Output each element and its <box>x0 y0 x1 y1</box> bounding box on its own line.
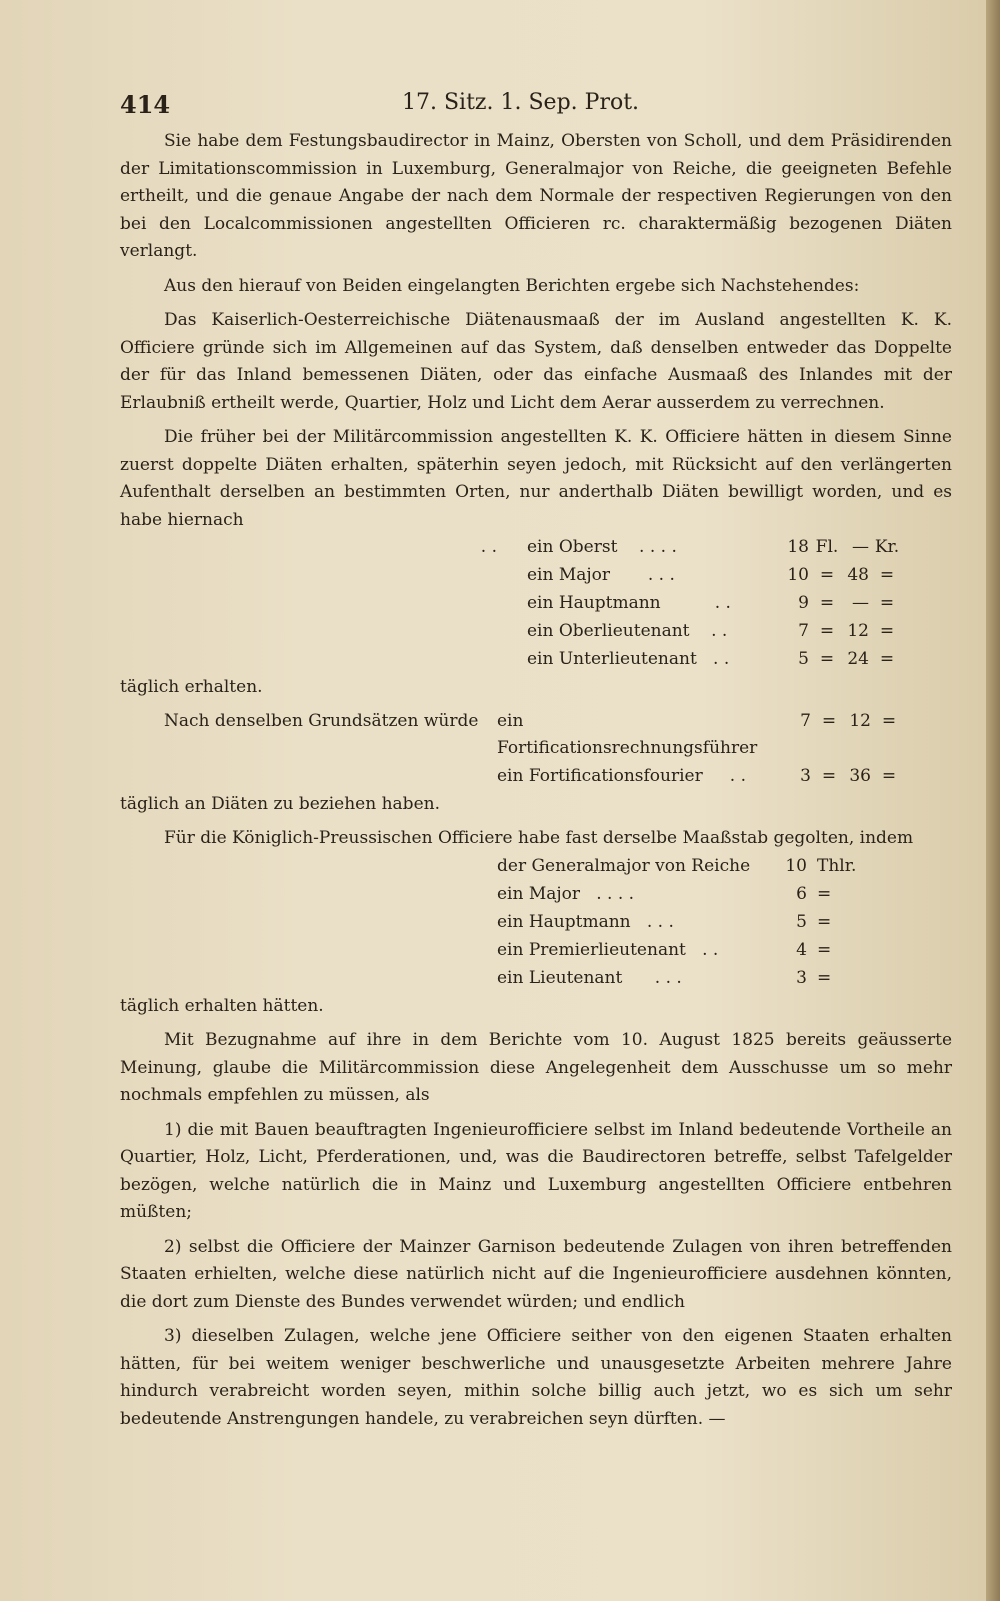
amount-cell: 10 <box>787 565 809 585</box>
unit-cell: Fl. <box>815 537 839 557</box>
rank-cell: ein Major . . . . <box>497 883 635 904</box>
unit-cell: = <box>819 621 835 641</box>
paragraph-4 <box>120 424 952 534</box>
list-item-3: 3) dieselben Zulagen, welche jene Officiere seither von den eigenen Staaten erhalten hätten, für bei weitem weniger beschwerliche und unausgesetzte Arbeiten mehrere Jahre hindurch verabreicht worden seyen, mithin solche billig auch jetzt, wo es sich um sehr bedeutende Anstrengungen handele, zu verabreichen seyn dürften. — <box>120 1326 952 1429</box>
rank-cell: ein Unterlieutenant . . <box>527 649 730 669</box>
book-spine-edge <box>986 0 1000 1601</box>
page-number: 414 <box>120 90 171 119</box>
amount-cell: 6 <box>796 883 807 904</box>
austrian-rate-row <box>120 562 905 590</box>
amount-cell: — <box>852 593 869 613</box>
paragraph-4-text: Die früher bei der Militärcommission angestellten K. K. Officiere hätten in diesem Sinne zuerst doppelte Diäten erhalten, späterhin seyen jedoch, mit Rücksicht auf den verlängerten Aufenthalt derselben an bestimmten Orten, nur anderthalb Diäten bewilligt worden, und es habe hiernach <box>120 427 952 530</box>
lead-dots: . . <box>480 537 497 557</box>
rank-cell: ein Premierlieutenant . . <box>497 939 719 960</box>
amount-cell: 12 <box>849 710 871 731</box>
austrian-rate-row <box>120 590 905 618</box>
unit-cell: Thlr. <box>817 855 857 876</box>
amount-cell: 48 <box>847 565 869 585</box>
paragraph-6: Für die Königlich-Preussischen Officiere habe fast derselbe Maaßstab gegolten, indem <box>164 828 914 848</box>
rank-cell: ein Lieutenant . . . <box>497 967 682 988</box>
paragraph-7: Mit Bezugnahme auf ihre in dem Berichte vom 10. August 1825 bereits geäusserte Meinung, glaube die Militärcommission diese Angelegenheit dem Ausschusse um so mehr nochmals empfehlen zu müssen, als <box>120 1030 952 1105</box>
paragraph-6-end: täglich erhalten hätten. <box>120 995 324 1016</box>
unit-cell: = <box>817 939 832 960</box>
prussian-rate-row <box>120 937 867 965</box>
unit-cell: = <box>881 710 897 731</box>
rank-cell: ein Hauptmann . . <box>527 593 731 613</box>
rank-cell: der Generalmajor von Reiche <box>497 855 751 876</box>
list-item-2: 2) selbst die Officiere der Mainzer Garnison bedeutende Zulagen von ihren betreffenden Staaten erhielten, welche diese natürlich nicht auf die Ingenieurofficiere ausdehnen könnten, die dort zum Dienste des Bundes verwendet würden; und endlich <box>120 1236 952 1312</box>
unit-cell: = <box>879 565 895 585</box>
running-head: 17. Sitz. 1. Sep. Prot. <box>402 90 640 115</box>
prussian-rate-row <box>120 853 867 881</box>
unit-cell: = <box>819 593 835 613</box>
amount-cell: 7 <box>800 710 811 731</box>
prussian-rate-row <box>120 909 867 937</box>
unit-cell: Kr. <box>874 537 900 557</box>
rank-cell: ein Oberlieutenant . . <box>527 621 728 641</box>
austrian-rate-row <box>120 618 905 646</box>
page-header <box>120 90 950 130</box>
unit-cell: = <box>819 565 835 585</box>
amount-cell: 5 <box>796 911 807 932</box>
fortification-rate-row <box>120 708 907 763</box>
unit-cell: = <box>817 883 832 904</box>
amount-cell: 12 <box>847 621 869 641</box>
prussian-rate-row <box>120 881 867 909</box>
unit-cell: = <box>817 967 832 988</box>
unit-cell: = <box>821 710 837 731</box>
amount-cell: 10 <box>785 855 807 876</box>
fortification-rates-table <box>120 708 907 791</box>
prussian-rate-row <box>120 965 867 993</box>
amount-cell: 3 <box>800 765 811 786</box>
unit-cell: = <box>881 765 897 786</box>
amount-cell: — <box>852 537 869 557</box>
austrian-rate-row <box>120 646 905 674</box>
paragraph-5-end: täglich an Diäten zu beziehen haben. <box>120 793 440 814</box>
austrian-rate-row <box>120 534 905 562</box>
fortification-rate-row <box>120 763 907 791</box>
unit-cell: = <box>819 649 835 669</box>
page-body <box>120 128 952 1433</box>
amount-cell: 9 <box>798 593 809 613</box>
amount-cell: 7 <box>798 621 809 641</box>
unit-cell: = <box>821 765 837 786</box>
rank-cell: ein Oberst . . . . <box>527 537 677 557</box>
rank-cell: ein Major . . . <box>527 565 675 585</box>
paragraph-4-end: täglich erhalten. <box>120 677 263 697</box>
amount-cell: 24 <box>847 649 869 669</box>
paragraph-3: Das Kaiserlich-Oesterreichische Diätenausmaaß der im Ausland angestellten K. K. Officiere gründe sich im Allgemeinen auf das System, daß denselben entweder das Doppelte der für das Inland bemessenen Diäten, oder das einfache Ausmaaß des Inlandes mit der Erlaubniß ertheilt werde, Quartier, Holz und Licht dem Aerar ausserdem zu verrechnen. <box>120 310 952 413</box>
amount-cell: 3 <box>796 967 807 988</box>
amount-cell: 18 <box>787 537 809 557</box>
list-item-1: 1) die mit Bauen beauftragten Ingenieurofficiere selbst im Inland bedeutende Vortheile an Quartier, Holz, Licht, Pferderationen, und, was die Baudirectoren betreffe, selbst Tafelgelder bezögen, welche natürlich die in Mainz und Luxemburg angestellten Officiere entbehren müßten; <box>120 1119 952 1222</box>
unit-cell: = <box>879 649 895 669</box>
paragraph-5-lead: Nach denselben Grundsätzen würde <box>164 710 479 731</box>
rank-cell: ein Fortificationsrechnungsführer <box>497 710 758 758</box>
unit-cell: = <box>817 911 832 932</box>
paragraph-2: Aus den hierauf von Beiden eingelangten Berichten ergebe sich Nachstehendes: <box>164 275 860 296</box>
unit-cell: = <box>879 593 895 613</box>
unit-cell: = <box>879 621 895 641</box>
amount-cell: 5 <box>798 649 809 669</box>
paragraph-1: Sie habe dem Festungsbaudirector in Mainz, Obersten von Scholl, und dem Präsidirenden der Limitationscommission in Luxemburg, Generalmajor von Reiche, die geeigneten Befehle ertheilt, und die genaue Angabe der nach dem Normale der respectiven Regierungen von den bei den Localcommissionen angestellten Officieren rc. charaktermäßig bezogenen Diäten verlangt. <box>120 131 952 261</box>
rank-cell: ein Hauptmann . . . <box>497 911 674 932</box>
rank-cell: ein Fortificationsfourier . . <box>497 765 746 786</box>
amount-cell: 36 <box>849 765 871 786</box>
austrian-rates-table <box>120 534 905 674</box>
prussian-rates-table <box>120 853 867 993</box>
amount-cell: 4 <box>796 939 807 960</box>
